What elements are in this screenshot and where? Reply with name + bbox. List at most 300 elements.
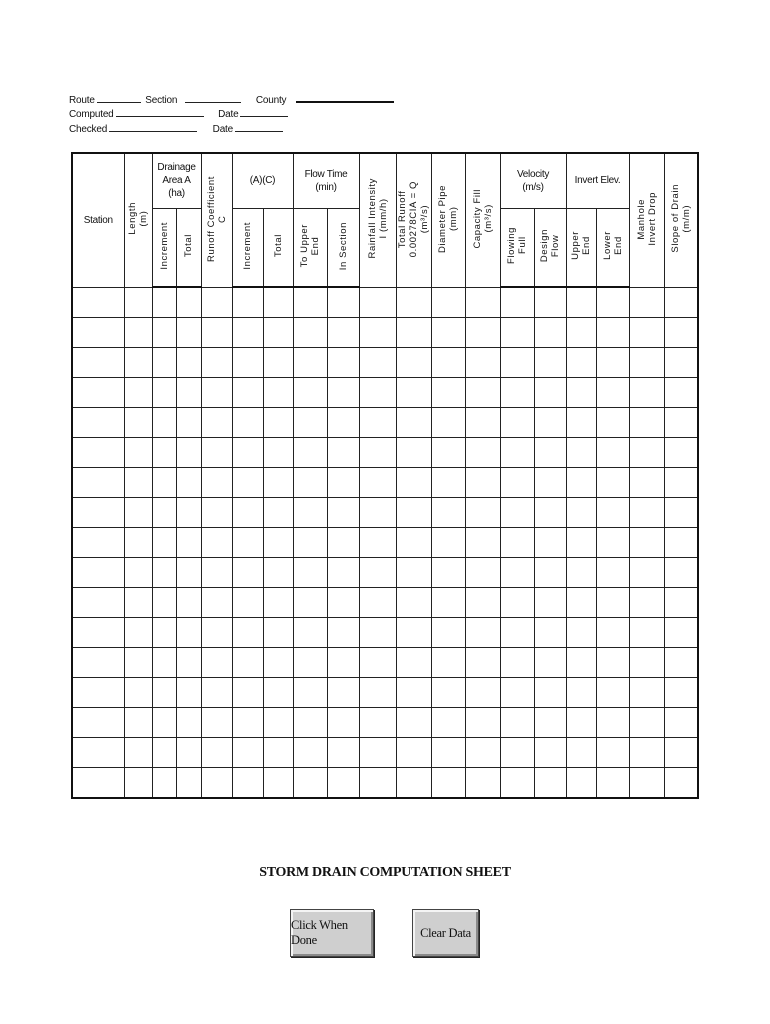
table-cell[interactable] xyxy=(232,678,263,708)
table-cell[interactable] xyxy=(465,498,500,528)
table-cell[interactable] xyxy=(176,287,201,318)
table-cell[interactable] xyxy=(263,558,293,588)
table-cell[interactable] xyxy=(664,738,698,768)
table-cell[interactable] xyxy=(72,558,124,588)
table-cell[interactable] xyxy=(629,287,664,318)
table-cell[interactable] xyxy=(500,378,534,408)
table-cell[interactable] xyxy=(629,558,664,588)
table-cell[interactable] xyxy=(263,468,293,498)
table-cell[interactable] xyxy=(152,678,176,708)
table-cell[interactable] xyxy=(232,738,263,768)
table-cell[interactable] xyxy=(359,438,396,468)
table-cell[interactable] xyxy=(500,438,534,468)
table-cell[interactable] xyxy=(534,348,566,378)
table-cell[interactable] xyxy=(431,348,465,378)
table-cell[interactable] xyxy=(465,287,500,318)
table-cell[interactable] xyxy=(232,558,263,588)
table-cell[interactable] xyxy=(396,378,431,408)
table-cell[interactable] xyxy=(534,618,566,648)
table-cell[interactable] xyxy=(664,678,698,708)
table-cell[interactable] xyxy=(500,528,534,558)
table-cell[interactable] xyxy=(566,768,596,799)
table-cell[interactable] xyxy=(566,378,596,408)
table-cell[interactable] xyxy=(431,738,465,768)
table-cell[interactable] xyxy=(201,348,232,378)
table-cell[interactable] xyxy=(293,287,327,318)
table-cell[interactable] xyxy=(359,708,396,738)
table-cell[interactable] xyxy=(465,348,500,378)
table-cell[interactable] xyxy=(629,588,664,618)
table-cell[interactable] xyxy=(465,438,500,468)
table-cell[interactable] xyxy=(293,708,327,738)
table-cell[interactable] xyxy=(201,318,232,348)
table-cell[interactable] xyxy=(293,468,327,498)
table-cell[interactable] xyxy=(293,498,327,528)
table-cell[interactable] xyxy=(534,648,566,678)
table-cell[interactable] xyxy=(500,468,534,498)
table-cell[interactable] xyxy=(293,318,327,348)
computed-date-field[interactable] xyxy=(240,107,288,117)
table-cell[interactable] xyxy=(629,348,664,378)
table-cell[interactable] xyxy=(664,378,698,408)
table-cell[interactable] xyxy=(596,528,629,558)
table-cell[interactable] xyxy=(534,287,566,318)
table-cell[interactable] xyxy=(201,498,232,528)
table-cell[interactable] xyxy=(201,378,232,408)
table-cell[interactable] xyxy=(124,318,152,348)
table-cell[interactable] xyxy=(596,588,629,618)
table-cell[interactable] xyxy=(232,287,263,318)
table-cell[interactable] xyxy=(176,738,201,768)
table-cell[interactable] xyxy=(500,768,534,799)
table-cell[interactable] xyxy=(152,438,176,468)
table-cell[interactable] xyxy=(176,378,201,408)
table-cell[interactable] xyxy=(629,528,664,558)
table-cell[interactable] xyxy=(359,528,396,558)
table-cell[interactable] xyxy=(566,287,596,318)
table-cell[interactable] xyxy=(566,618,596,648)
table-cell[interactable] xyxy=(629,438,664,468)
table-cell[interactable] xyxy=(500,618,534,648)
table-cell[interactable] xyxy=(396,348,431,378)
table-cell[interactable] xyxy=(359,378,396,408)
table-cell[interactable] xyxy=(152,378,176,408)
table-cell[interactable] xyxy=(359,468,396,498)
table-cell[interactable] xyxy=(72,438,124,468)
table-cell[interactable] xyxy=(201,287,232,318)
table-cell[interactable] xyxy=(629,318,664,348)
table-cell[interactable] xyxy=(596,618,629,648)
table-cell[interactable] xyxy=(124,378,152,408)
table-cell[interactable] xyxy=(629,648,664,678)
table-cell[interactable] xyxy=(201,558,232,588)
table-cell[interactable] xyxy=(327,498,359,528)
table-cell[interactable] xyxy=(124,287,152,318)
table-cell[interactable] xyxy=(664,588,698,618)
table-cell[interactable] xyxy=(664,768,698,799)
table-cell[interactable] xyxy=(327,618,359,648)
table-cell[interactable] xyxy=(431,378,465,408)
table-cell[interactable] xyxy=(534,378,566,408)
table-cell[interactable] xyxy=(152,528,176,558)
table-cell[interactable] xyxy=(566,738,596,768)
table-cell[interactable] xyxy=(629,768,664,799)
table-cell[interactable] xyxy=(465,528,500,558)
table-cell[interactable] xyxy=(201,678,232,708)
table-cell[interactable] xyxy=(124,468,152,498)
table-cell[interactable] xyxy=(500,558,534,588)
table-cell[interactable] xyxy=(72,318,124,348)
table-cell[interactable] xyxy=(566,588,596,618)
table-cell[interactable] xyxy=(72,618,124,648)
table-cell[interactable] xyxy=(124,708,152,738)
table-cell[interactable] xyxy=(263,318,293,348)
table-cell[interactable] xyxy=(566,708,596,738)
table-cell[interactable] xyxy=(176,678,201,708)
table-cell[interactable] xyxy=(629,408,664,438)
table-cell[interactable] xyxy=(152,648,176,678)
table-cell[interactable] xyxy=(396,768,431,799)
table-cell[interactable] xyxy=(293,378,327,408)
table-cell[interactable] xyxy=(396,468,431,498)
table-cell[interactable] xyxy=(396,438,431,468)
table-cell[interactable] xyxy=(124,558,152,588)
table-cell[interactable] xyxy=(124,498,152,528)
table-cell[interactable] xyxy=(664,348,698,378)
table-cell[interactable] xyxy=(431,618,465,648)
table-cell[interactable] xyxy=(263,287,293,318)
table-cell[interactable] xyxy=(465,588,500,618)
table-cell[interactable] xyxy=(359,618,396,648)
table-cell[interactable] xyxy=(396,528,431,558)
table-cell[interactable] xyxy=(263,498,293,528)
table-cell[interactable] xyxy=(396,678,431,708)
table-cell[interactable] xyxy=(431,768,465,799)
table-cell[interactable] xyxy=(293,768,327,799)
table-cell[interactable] xyxy=(629,618,664,648)
table-cell[interactable] xyxy=(201,468,232,498)
table-cell[interactable] xyxy=(176,558,201,588)
table-cell[interactable] xyxy=(176,408,201,438)
table-cell[interactable] xyxy=(201,768,232,799)
click-when-done-button[interactable]: Click When Done xyxy=(290,909,374,957)
table-cell[interactable] xyxy=(232,438,263,468)
table-cell[interactable] xyxy=(566,678,596,708)
table-cell[interactable] xyxy=(293,588,327,618)
table-cell[interactable] xyxy=(232,348,263,378)
table-cell[interactable] xyxy=(72,768,124,799)
table-cell[interactable] xyxy=(534,318,566,348)
table-cell[interactable] xyxy=(293,528,327,558)
table-cell[interactable] xyxy=(327,468,359,498)
table-cell[interactable] xyxy=(534,558,566,588)
table-cell[interactable] xyxy=(596,348,629,378)
table-cell[interactable] xyxy=(596,287,629,318)
table-cell[interactable] xyxy=(327,318,359,348)
table-cell[interactable] xyxy=(232,708,263,738)
table-cell[interactable] xyxy=(327,768,359,799)
table-cell[interactable] xyxy=(152,768,176,799)
table-cell[interactable] xyxy=(201,708,232,738)
table-cell[interactable] xyxy=(431,468,465,498)
table-cell[interactable] xyxy=(176,768,201,799)
table-cell[interactable] xyxy=(327,408,359,438)
table-cell[interactable] xyxy=(596,558,629,588)
table-cell[interactable] xyxy=(152,738,176,768)
table-cell[interactable] xyxy=(664,708,698,738)
table-cell[interactable] xyxy=(465,408,500,438)
table-cell[interactable] xyxy=(465,768,500,799)
table-cell[interactable] xyxy=(596,408,629,438)
table-cell[interactable] xyxy=(176,528,201,558)
table-cell[interactable] xyxy=(534,438,566,468)
table-cell[interactable] xyxy=(500,408,534,438)
table-cell[interactable] xyxy=(500,588,534,618)
table-cell[interactable] xyxy=(629,738,664,768)
table-cell[interactable] xyxy=(566,468,596,498)
table-cell[interactable] xyxy=(596,738,629,768)
table-cell[interactable] xyxy=(664,318,698,348)
table-cell[interactable] xyxy=(152,348,176,378)
table-cell[interactable] xyxy=(596,498,629,528)
table-cell[interactable] xyxy=(359,287,396,318)
table-cell[interactable] xyxy=(629,498,664,528)
table-cell[interactable] xyxy=(396,558,431,588)
table-cell[interactable] xyxy=(263,588,293,618)
table-cell[interactable] xyxy=(431,408,465,438)
table-cell[interactable] xyxy=(124,618,152,648)
table-cell[interactable] xyxy=(596,318,629,348)
table-cell[interactable] xyxy=(664,438,698,468)
table-cell[interactable] xyxy=(359,588,396,618)
table-cell[interactable] xyxy=(293,678,327,708)
table-cell[interactable] xyxy=(431,528,465,558)
table-cell[interactable] xyxy=(396,498,431,528)
table-cell[interactable] xyxy=(176,588,201,618)
table-cell[interactable] xyxy=(327,287,359,318)
table-cell[interactable] xyxy=(534,498,566,528)
table-cell[interactable] xyxy=(396,708,431,738)
table-cell[interactable] xyxy=(327,678,359,708)
table-cell[interactable] xyxy=(263,438,293,468)
checked-date-field[interactable] xyxy=(235,122,283,132)
table-cell[interactable] xyxy=(359,768,396,799)
table-cell[interactable] xyxy=(72,287,124,318)
table-cell[interactable] xyxy=(124,648,152,678)
table-cell[interactable] xyxy=(500,738,534,768)
table-cell[interactable] xyxy=(176,708,201,738)
table-cell[interactable] xyxy=(152,588,176,618)
table-cell[interactable] xyxy=(293,438,327,468)
table-cell[interactable] xyxy=(176,648,201,678)
table-cell[interactable] xyxy=(500,678,534,708)
table-cell[interactable] xyxy=(534,738,566,768)
table-cell[interactable] xyxy=(465,318,500,348)
table-cell[interactable] xyxy=(359,648,396,678)
table-cell[interactable] xyxy=(201,618,232,648)
computed-field[interactable] xyxy=(116,107,204,117)
table-cell[interactable] xyxy=(566,528,596,558)
table-cell[interactable] xyxy=(500,498,534,528)
table-cell[interactable] xyxy=(566,648,596,678)
table-cell[interactable] xyxy=(293,648,327,678)
table-cell[interactable] xyxy=(263,648,293,678)
table-cell[interactable] xyxy=(72,738,124,768)
table-cell[interactable] xyxy=(263,768,293,799)
table-cell[interactable] xyxy=(566,408,596,438)
table-cell[interactable] xyxy=(263,408,293,438)
table-cell[interactable] xyxy=(431,318,465,348)
table-cell[interactable] xyxy=(359,558,396,588)
table-cell[interactable] xyxy=(232,468,263,498)
table-cell[interactable] xyxy=(664,618,698,648)
table-cell[interactable] xyxy=(664,287,698,318)
county-field[interactable] xyxy=(296,92,394,103)
table-cell[interactable] xyxy=(232,768,263,799)
table-cell[interactable] xyxy=(263,618,293,648)
table-cell[interactable] xyxy=(664,648,698,678)
table-cell[interactable] xyxy=(124,738,152,768)
table-cell[interactable] xyxy=(327,348,359,378)
table-cell[interactable] xyxy=(596,378,629,408)
table-cell[interactable] xyxy=(431,678,465,708)
table-cell[interactable] xyxy=(396,287,431,318)
table-cell[interactable] xyxy=(359,498,396,528)
table-cell[interactable] xyxy=(327,528,359,558)
table-cell[interactable] xyxy=(629,708,664,738)
table-cell[interactable] xyxy=(152,708,176,738)
table-cell[interactable] xyxy=(465,648,500,678)
table-cell[interactable] xyxy=(327,378,359,408)
table-cell[interactable] xyxy=(359,318,396,348)
table-cell[interactable] xyxy=(232,408,263,438)
table-cell[interactable] xyxy=(124,348,152,378)
table-cell[interactable] xyxy=(263,378,293,408)
table-cell[interactable] xyxy=(232,588,263,618)
table-cell[interactable] xyxy=(596,438,629,468)
table-cell[interactable] xyxy=(293,408,327,438)
table-cell[interactable] xyxy=(201,408,232,438)
table-cell[interactable] xyxy=(359,738,396,768)
table-cell[interactable] xyxy=(566,558,596,588)
table-cell[interactable] xyxy=(500,708,534,738)
table-cell[interactable] xyxy=(232,498,263,528)
table-cell[interactable] xyxy=(263,348,293,378)
table-cell[interactable] xyxy=(465,558,500,588)
table-cell[interactable] xyxy=(327,648,359,678)
table-cell[interactable] xyxy=(201,528,232,558)
table-cell[interactable] xyxy=(72,588,124,618)
table-cell[interactable] xyxy=(534,678,566,708)
table-cell[interactable] xyxy=(176,318,201,348)
table-cell[interactable] xyxy=(629,378,664,408)
table-cell[interactable] xyxy=(152,558,176,588)
table-cell[interactable] xyxy=(431,558,465,588)
table-cell[interactable] xyxy=(232,318,263,348)
table-cell[interactable] xyxy=(431,648,465,678)
table-cell[interactable] xyxy=(72,528,124,558)
table-cell[interactable] xyxy=(566,318,596,348)
table-cell[interactable] xyxy=(396,738,431,768)
table-cell[interactable] xyxy=(232,648,263,678)
table-cell[interactable] xyxy=(72,378,124,408)
table-cell[interactable] xyxy=(201,438,232,468)
table-cell[interactable] xyxy=(176,348,201,378)
table-cell[interactable] xyxy=(201,648,232,678)
table-cell[interactable] xyxy=(396,318,431,348)
table-cell[interactable] xyxy=(500,318,534,348)
table-cell[interactable] xyxy=(327,708,359,738)
table-cell[interactable] xyxy=(293,558,327,588)
table-cell[interactable] xyxy=(596,648,629,678)
table-cell[interactable] xyxy=(465,678,500,708)
table-cell[interactable] xyxy=(176,468,201,498)
table-cell[interactable] xyxy=(327,438,359,468)
table-cell[interactable] xyxy=(359,408,396,438)
table-cell[interactable] xyxy=(596,768,629,799)
table-cell[interactable] xyxy=(664,408,698,438)
table-cell[interactable] xyxy=(500,348,534,378)
table-cell[interactable] xyxy=(152,618,176,648)
table-cell[interactable] xyxy=(534,708,566,738)
checked-field[interactable] xyxy=(109,122,197,132)
table-cell[interactable] xyxy=(232,528,263,558)
table-cell[interactable] xyxy=(232,618,263,648)
route-field[interactable] xyxy=(97,93,141,103)
table-cell[interactable] xyxy=(124,528,152,558)
table-cell[interactable] xyxy=(465,738,500,768)
table-cell[interactable] xyxy=(263,708,293,738)
table-cell[interactable] xyxy=(566,348,596,378)
table-cell[interactable] xyxy=(664,528,698,558)
table-cell[interactable] xyxy=(534,468,566,498)
table-cell[interactable] xyxy=(176,438,201,468)
table-cell[interactable] xyxy=(124,678,152,708)
table-cell[interactable] xyxy=(596,708,629,738)
table-cell[interactable] xyxy=(152,408,176,438)
table-cell[interactable] xyxy=(72,408,124,438)
table-cell[interactable] xyxy=(263,678,293,708)
table-cell[interactable] xyxy=(566,438,596,468)
table-cell[interactable] xyxy=(431,287,465,318)
table-cell[interactable] xyxy=(293,618,327,648)
table-cell[interactable] xyxy=(431,708,465,738)
table-cell[interactable] xyxy=(500,648,534,678)
table-cell[interactable] xyxy=(124,438,152,468)
table-cell[interactable] xyxy=(664,558,698,588)
table-cell[interactable] xyxy=(534,528,566,558)
table-cell[interactable] xyxy=(263,738,293,768)
table-cell[interactable] xyxy=(465,708,500,738)
table-cell[interactable] xyxy=(72,348,124,378)
table-cell[interactable] xyxy=(596,678,629,708)
table-cell[interactable] xyxy=(396,648,431,678)
table-cell[interactable] xyxy=(72,708,124,738)
table-cell[interactable] xyxy=(176,498,201,528)
table-cell[interactable] xyxy=(152,468,176,498)
table-cell[interactable] xyxy=(327,588,359,618)
table-cell[interactable] xyxy=(566,498,596,528)
table-cell[interactable] xyxy=(201,738,232,768)
table-cell[interactable] xyxy=(431,498,465,528)
table-cell[interactable] xyxy=(152,318,176,348)
table-cell[interactable] xyxy=(72,678,124,708)
section-field[interactable] xyxy=(185,93,241,103)
table-cell[interactable] xyxy=(534,588,566,618)
table-cell[interactable] xyxy=(124,588,152,618)
table-cell[interactable] xyxy=(629,678,664,708)
table-cell[interactable] xyxy=(72,468,124,498)
